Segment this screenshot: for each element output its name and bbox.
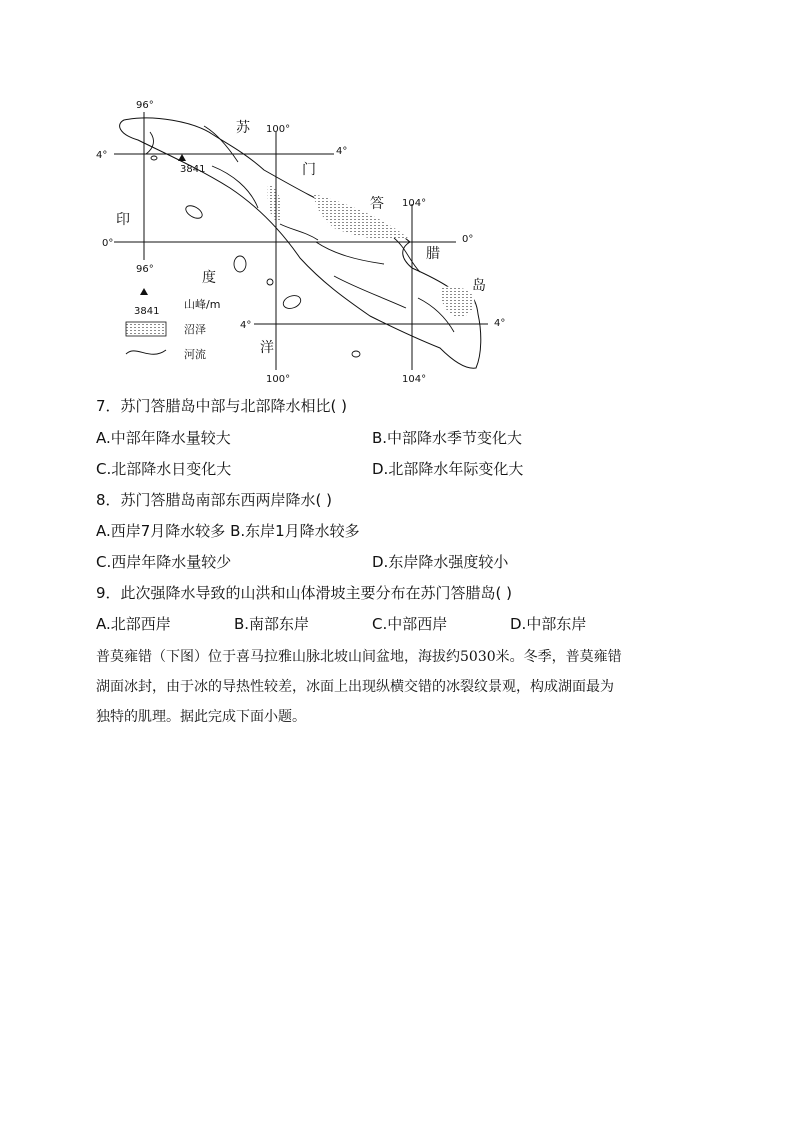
legend-swamp-label: 沼泽 [184,323,206,336]
question-9-option-b: B.南部东岸 [234,615,310,633]
legend-peak-label: 山峰/m [184,298,221,311]
label-la: 腊 [426,246,440,262]
offshore-island [184,203,205,221]
river [394,238,420,272]
question-8-option-d: D.东岸降水强度较小 [372,553,509,571]
question-8-option-c: C.西岸年降水量较少 [96,553,232,571]
question-7-stem: 7．苏门答腊岛中部与北部降水相比( ) [96,397,348,415]
legend-swamp-swatch [126,322,166,336]
sumatra-map [94,92,514,392]
tick-lat4s-right: 4° [494,318,506,329]
passage-line-3: 独特的肌理。据此完成下面小题。 [96,709,306,725]
label-yang: 洋 [260,340,274,356]
offshore-island [352,351,360,357]
tick-lat4n-left: 4° [96,150,108,161]
label-men: 门 [302,162,316,178]
river [280,224,318,240]
passage-line-2: 湖面冰封，由于冰的导热性较差，冰面上出现纵横交错的冰裂纹景观，构成湖面最为 [96,679,614,695]
label-du: 度 [202,270,216,286]
peak-value: 3841 [180,164,206,175]
swamp-area [440,286,474,318]
question-9-option-d: D.中部东岸 [510,615,587,633]
river [212,166,258,208]
question-7-option-a: A.中部年降水量较大 [96,429,231,447]
island-outline [120,118,481,368]
tick-lon104-top: 104° [402,198,427,209]
tick-lon100-bottom: 100° [266,374,291,385]
peak-symbol [178,154,186,161]
label-yin: 印 [116,212,130,228]
tick-lon104-bottom: 104° [402,374,427,385]
tick-lat4s-left: 4° [240,320,252,331]
question-8-stem: 8．苏门答腊岛南部东西两岸降水( ) [96,491,333,509]
tick-lat0-left: 0° [102,238,114,249]
question-9-option-a: A.北部西岸 [96,615,171,633]
offshore-island [281,293,302,310]
legend-peak-icon [140,288,148,295]
river [316,242,384,264]
swamp-area [314,194,408,240]
offshore-island [151,156,157,160]
tick-lon100-top: 100° [266,124,291,135]
label-su: 苏 [236,120,250,136]
legend-river-icon [126,350,166,354]
label-dao: 岛 [472,278,486,294]
passage-line-1: 普莫雍错（下图）位于喜马拉雅山脉北坡山间盆地，海拔约5030米。冬季，普莫雍错 [96,649,622,665]
offshore-island [234,256,246,272]
swamp-area [268,184,282,221]
river [146,132,153,154]
question-7-option-b: B.中部降水季节变化大 [372,429,523,447]
tick-lon96-top: 96° [136,100,154,111]
reading-passage [96,642,700,732]
offshore-island [267,279,273,285]
question-9-stem: 9．此次强降水导致的山洪和山体滑坡主要分布在苏门答腊岛( ) [96,584,513,602]
tick-lon96-bottom: 96° [136,264,154,275]
river [334,276,406,308]
river [204,126,238,162]
question-7-option-c: C.北部降水日变化大 [96,460,232,478]
legend-river-label: 河流 [184,348,206,361]
tick-lat4n-right: 4° [336,146,348,157]
legend-peak-number: 3841 [134,306,160,317]
question-9-option-c: C.中部西岸 [372,615,448,633]
tick-lat0-right: 0° [462,234,474,245]
question-8-option-ab: A.西岸7月降水较多 B.东岸1月降水较多 [96,522,360,540]
label-da: 答 [370,196,384,212]
question-7-option-d: D.北部降水年际变化大 [372,460,524,478]
